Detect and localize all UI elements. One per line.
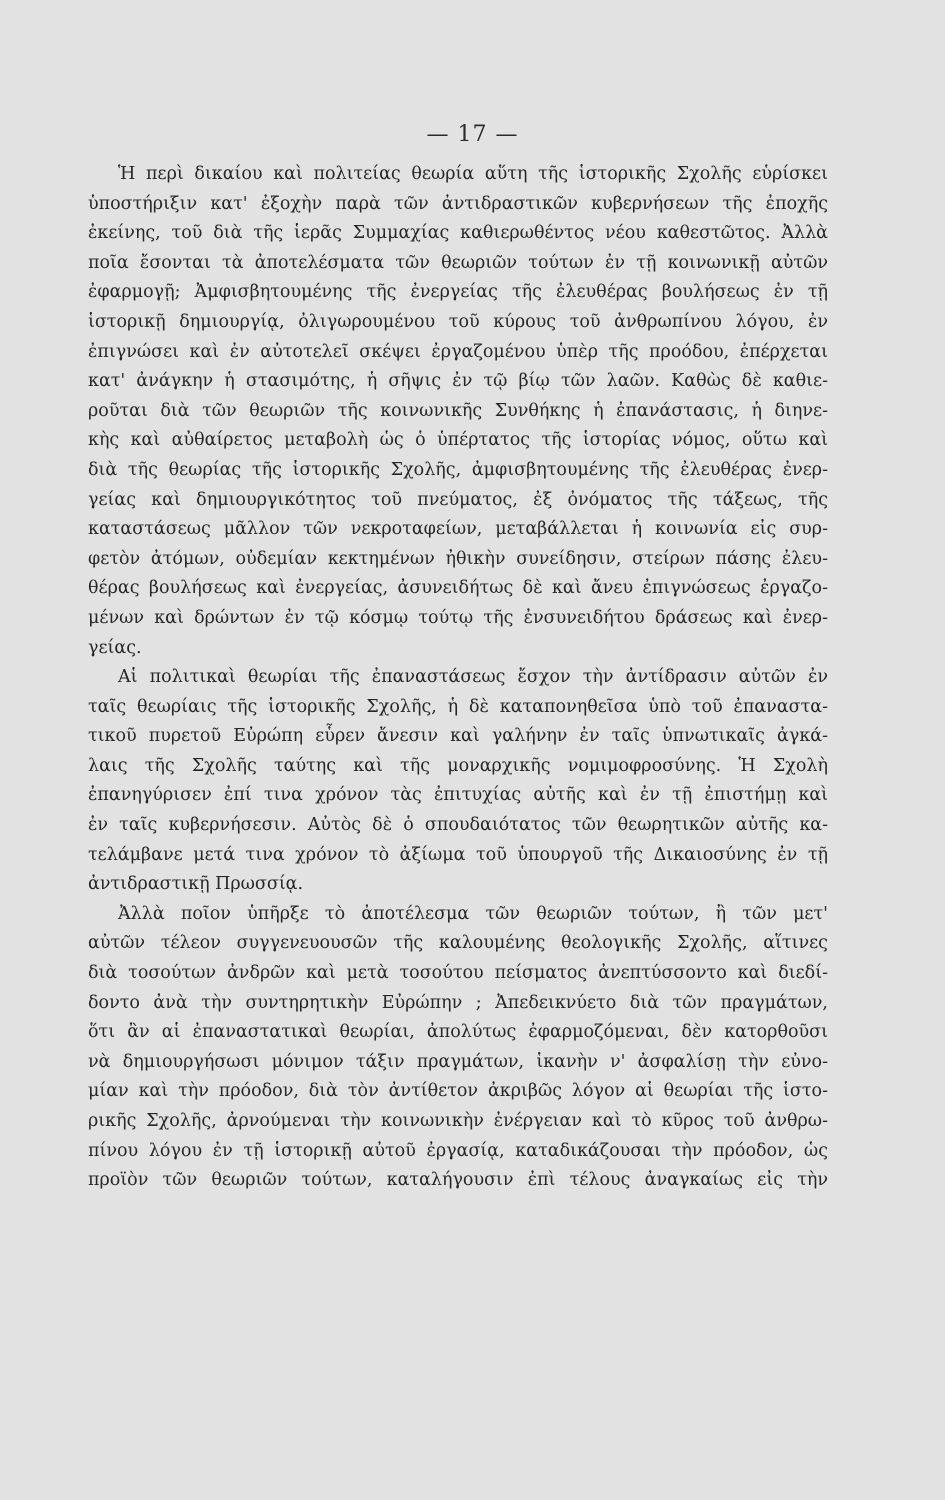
text-line: φετὸν ἀτόμων, οὐδεμίαν κεκτημένων ἠθικὴν συνείδησιν, στείρων πάσης ἐλευ-	[88, 548, 828, 569]
text-line: ἱστορικῇ δημιουργίᾳ, ὀλιγωρουμένου τοῦ κύρους τοῦ ἀνθρωπίνου λόγου, ἐν	[88, 311, 828, 332]
text-line: κὴς καὶ αὐθαίρετος μεταβολὴ ὡς ὁ ὑπέρτατος τῆς ἱστορίας νόμος, οὕτω καὶ	[88, 430, 828, 451]
text-line: λαις τῆς Σχολῆς ταύτης καὶ τῆς μοναρχικῆς νομιμοφροσύνης. Ἡ Σχολὴ	[88, 755, 828, 776]
text-line: καταστάσεως μᾶλλον τῶν νεκροταφείων, μεταβάλλεται ἡ κοινωνία εἰς συρ-	[88, 519, 828, 540]
text-line: Αἱ πολιτικαὶ θεωρίαι τῆς ἐπαναστάσεως ἔσχον τὴν ἀντίδρασιν αὐτῶν ἐν	[118, 667, 828, 688]
text-line: ἐφαρμογῇ; Ἀμφισβητουμένης τῆς ἐνεργείας τῆς ἐλευθέρας βουλήσεως ἐν τῇ	[88, 282, 828, 303]
text-line: γείας καὶ δημιουργικότητος τοῦ πνεύματος, ἐξ ὀνόματος τῆς τάξεως, τῆς	[88, 489, 828, 510]
text-line: τελάμβανε μετά τινα χρόνον τὸ ἀξίωμα τοῦ ὑπουργοῦ τῆς Δικαιοσύνης ἐν τῇ	[88, 844, 828, 865]
text-line: διὰ τοσούτων ἀνδρῶν καὶ μετὰ τοσούτου πείσματος ἀνεπτύσσοντο καὶ διεδί-	[88, 963, 828, 984]
text-line: Ἀλλὰ ποῖον ὑπῆρξε τὸ ἀποτέλεσμα τῶν θεωριῶν τούτων, ἢ τῶν μετ'	[118, 903, 828, 924]
text-line: ἐν ταῖς κυβερνήσεσιν. Αὐτὸς δὲ ὁ σπουδαιότατος τῶν θεωρητικῶν αὐτῆς κα-	[88, 815, 828, 836]
page-number: — 17 —	[426, 122, 519, 147]
text-line: ταῖς θεωρίαις τῆς ἱστορικῆς Σχολῆς, ἡ δὲ καταπονηθεῖσα ὑπὸ τοῦ ἐπαναστα-	[88, 696, 828, 717]
text-line: μένων καὶ δρώντων ἐν τῷ κόσμῳ τούτῳ τῆς ἐνσυνειδήτου δράσεως καὶ ἐνερ-	[88, 607, 828, 628]
text-line: ἀντιδραστικῇ Πρωσσίᾳ.	[88, 874, 304, 895]
body-text	[88, 160, 828, 1196]
text-line: ὑποστήριξιν κατ' ἐξοχὴν παρὰ τῶν ἀντιδραστικῶν κυβερνήσεων τῆς ἐποχῆς	[88, 193, 828, 214]
text-line: τικοῦ πυρετοῦ Εὐρώπη εὗρεν ἄνεσιν καὶ γαλήνην ἐν ταῖς ὑπνωτικαῖς ἀγκά-	[88, 726, 828, 747]
text-line: διὰ τῆς θεωρίας τῆς ἱστορικῆς Σχολῆς, ἀμφισβητουμένης τῆς ἐλευθέρας ἐνερ-	[88, 459, 828, 480]
text-line: ἐκείνης, τοῦ διὰ τῆς ἱερᾶς Συμμαχίας καθιερωθέντος νέου καθεστῶτος. Ἀλλὰ	[88, 223, 828, 244]
text-line: Ἡ περὶ δικαίου καὶ πολιτείας θεωρία αὕτη τῆς ἱστορικῆς Σχολῆς εὑρίσκει	[118, 164, 828, 184]
text-line: προϊὸν τῶν θεωριῶν τούτων, καταλήγουσιν ἐπὶ τέλους ἀναγκαίως εἰς τὴν	[88, 1170, 828, 1191]
text-line: μίαν καὶ τὴν πρόοδον, διὰ τὸν ἀντίθετον ἀκριβῶς λόγον αἱ θεωρίαι τῆς ἱστο-	[88, 1081, 828, 1102]
text-line: γείας.	[88, 637, 142, 658]
text-line: ἐπανηγύρισεν ἐπί τινα χρόνον τὰς ἐπιτυχίας αὐτῆς καὶ ἐν τῇ ἐπιστήμῃ καὶ	[88, 785, 828, 806]
text-line: ἐπιγνώσει καὶ ἐν αὐτοτελεῖ σκέψει ἐργαζομένου ὑπὲρ τῆς προόδου, ἐπέρχεται	[88, 341, 828, 362]
text-line: ποῖα ἔσονται τὰ ἀποτελέσματα τῶν θεωριῶν τούτων ἐν τῇ κοινωνικῇ αὐτῶν	[88, 252, 828, 273]
text-line: κατ' ἀνάγκην ἡ στασιμότης, ἡ σῆψις ἐν τῷ βίῳ τῶν λαῶν. Καθὼς δὲ καθιε-	[88, 371, 828, 392]
text-line: δοντο ἀνὰ τὴν συντηρητικὴν Εὐρώπην ; Ἀπεδεικνύετο διὰ τῶν πραγμάτων,	[88, 992, 828, 1013]
text-line: πίνου λόγου ἐν τῇ ἱστορικῇ αὐτοῦ ἐργασίᾳ, καταδικάζουσαι τὴν πρόοδον, ὡς	[88, 1140, 828, 1161]
text-line: ροῦται διὰ τῶν θεωριῶν τῆς κοινωνικῆς Συνθήκης ἡ ἐπανάστασις, ἡ διηνε-	[88, 400, 828, 421]
text-line: αὐτῶν τέλεον συγγενευουσῶν τῆς καλουμένης θεολογικῆς Σχολῆς, αἵτινες	[88, 933, 828, 954]
text-line: ὅτι ἂν αἱ ἐπαναστατικαὶ θεωρίαι, ἀπολύτως ἐφαρμοζόμεναι, δὲν κατορθοῦσι	[88, 1022, 828, 1043]
text-line: νὰ δημιουργήσωσι μόνιμον τάξιν πραγμάτων, ἱκανὴν ν' ἀσφαλίσῃ τὴν εὐνο-	[88, 1051, 828, 1072]
text-line: θέρας βουλήσεως καὶ ἐνεργείας, ἀσυνειδήτως δὲ καὶ ἄνευ ἐπιγνώσεως ἐργαζο-	[88, 578, 828, 599]
text-line: ρικῆς Σχολῆς, ἀρνούμεναι τὴν κοινωνικὴν ἐνέργειαν καὶ τὸ κῦρος τοῦ ἀνθρω-	[88, 1111, 828, 1131]
